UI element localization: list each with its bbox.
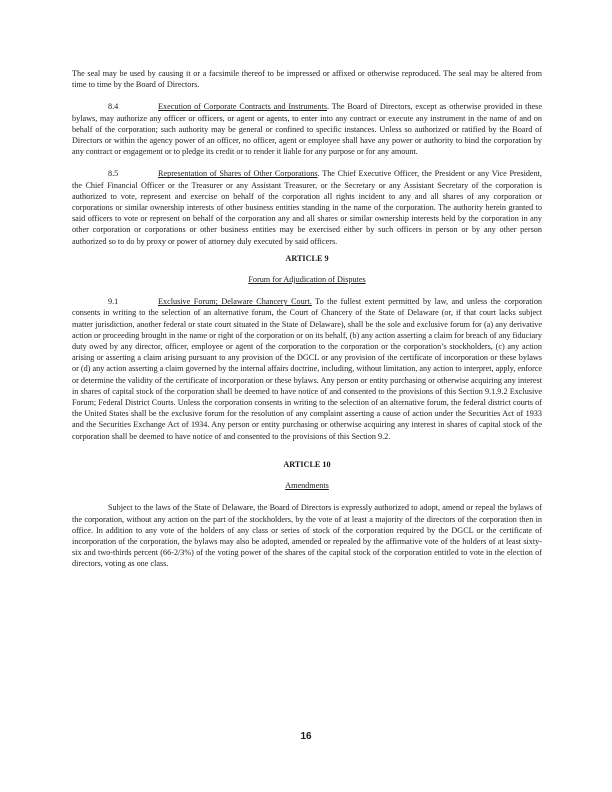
- section-8-4: [72, 101, 542, 157]
- section-number: 9.1: [108, 297, 119, 307]
- section-text: To the fullest extent permitted by law, and unless the corporation consents in writing to the selection of an alternative forum, the Court of Chancery of the State of Delaware (or, if that court lacks subject matter jurisdiction, another federal or state court situated in the State of Delaware), shall be the sole and exclusive forum for (a) any derivative action or proceeding brought in the name or right of the corporation or on its behalf, (b) any action asserting a claim for breach of any fiduciary duty owed by any director, officer, employee or agent of the corporation to the corporation or the corporation’s stockholders, (c) any action arising or asserting a claim arising pursuant to any provision of the DGCL or any provision of the certificate of incorporation or these bylaws or (d) any action asserting a claim governed by the internal affairs doctrine, including, without limitation, any action to interpret, apply, enforce or determine the validity of the certificate of incorporation or these bylaws. Any person or entity purchasing or otherwise acquiring any interest in shares of capital stock of the corporation shall be deemed to have notice of and consented to the provisions of this Section 9.1.9.2 Exclusive Forum; Federal District Courts. Unless the corporation consents in writing to the selection of an alternative forum, the federal district courts of the United States shall be the exclusive forum for the resolution of any complaint asserting a cause of action under the Securities Act of 1933 and the Securities Exchange Act of 1934. Any person or entity purchasing or otherwise acquiring any interest in shares of capital stock of the corporation shall be deemed to have notice of and consented to the provisions of this Section 9.2.: [72, 297, 543, 441]
- spacer: [72, 157, 542, 168]
- section-heading: Representation of Shares of Other Corporations: [158, 169, 318, 179]
- article-10-title: ARTICLE 10: [283, 459, 331, 469]
- spacer: [72, 442, 542, 453]
- section-heading: Exclusive Forum; Delaware Chancery Court.: [158, 297, 312, 307]
- article-9-subtitle: Forum for Adjudication of Disputes: [248, 275, 366, 285]
- section-text: . The Chief Executive Officer, the President or any Vice President, the Chief Financial Officer or the Treasurer or any Assistant Treasurer, or the Secretary or any Assistant Secretary of the corporation is authorized to vote, represent and exercise on behalf of the corporation all rights incident to any and all shares of any corporation or corporations or similar ownership interests of other business entities standing in the name of the corporation. The authority herein granted to said officers to vote or represent on behalf of the corporation any and all shares or similar ownership interests held by the corporation in any other corporation or corporations or other business entities may be exercised either by such officers in person or by any other person authorized so to do by proxy or power of attorney duly executed by said officers.: [72, 169, 542, 246]
- document-page: [72, 68, 542, 570]
- section-text: . The Board of Directors, except as otherwise provided in these bylaws, may authorize any officer or officers, or agent or agents, to enter into any contract or execute any instrument in the name of and on behalf of the corporation; such authority may be general or confined to specific instances. Unless so authorized or ratified by the Board of Directors or within the agency power of an officer, no officer, agent or employee shall have any power or authority to bind the corporation by any contract or engagement or to pledge its credit or to render it liable for any purpose or for any amount.: [72, 102, 542, 157]
- spacer: [72, 491, 542, 502]
- section-heading: Execution of Corporate Contracts and Instruments: [158, 102, 327, 112]
- seal-paragraph: The seal may be used by causing it or a facsimile thereof to be impressed or affixed or otherwise reproduced. The seal may be altered from time to time by the Board of Directors.: [72, 69, 542, 90]
- spacer: [72, 90, 542, 101]
- section-9-1: [72, 296, 542, 442]
- article-9-title: ARTICLE 9: [285, 253, 329, 263]
- amendments-paragraph: Subject to the laws of the State of Delaware, the Board of Directors is expressly authorized to adopt, amend or repeal the bylaws of the corporation, without any action on the part of the stockholders, by the vote of at least a majority of the directors of the corporation then in office. In addition to any vote of the holders of any class or series of stock of the corporation required by the DGCL or the certificate of incorporation of the corporation, the bylaws may also be adopted, amended or repealed by the affirmative vote of the holders of at least sixty-six and two-thirds percent (66-2/3%) of the voting power of the shares of the capital stock of the corporation entitled to vote in the election of directors, voting as one class.: [72, 503, 542, 569]
- page-number: 16: [300, 731, 312, 742]
- section-number: 8.4: [108, 102, 119, 112]
- section-8-5: [72, 168, 542, 246]
- section-number: 8.5: [108, 169, 119, 179]
- article-10-subtitle: Amendments: [285, 481, 329, 491]
- spacer: [72, 285, 542, 296]
